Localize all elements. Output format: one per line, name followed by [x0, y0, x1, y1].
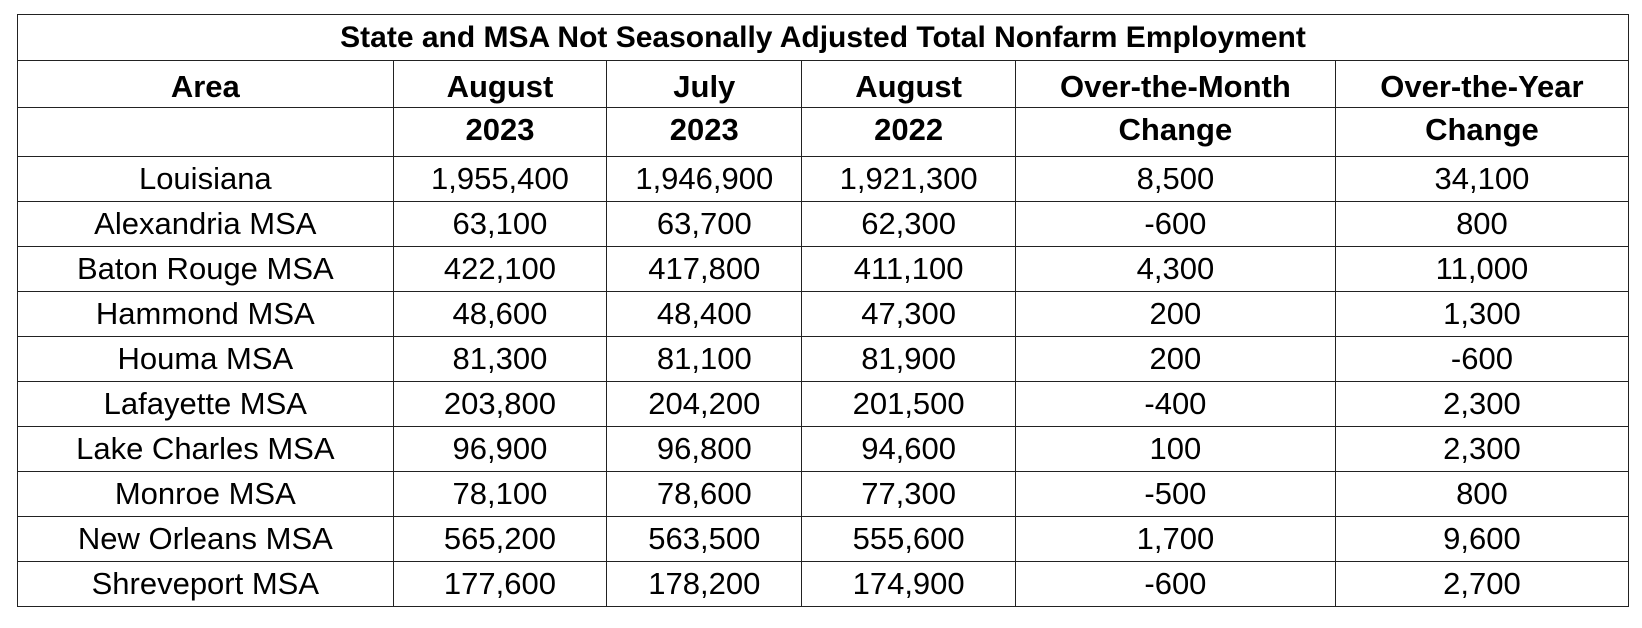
- over-the-month-cell: 4,300: [1015, 247, 1335, 292]
- table-row: [18, 427, 1629, 472]
- employment-table: [17, 14, 1629, 607]
- august-2022-cell: 555,600: [802, 517, 1016, 562]
- july-2023-cell: 48,400: [607, 292, 802, 337]
- table-row: [18, 382, 1629, 427]
- august-2022-cell: 411,100: [802, 247, 1016, 292]
- over-the-month-cell: -500: [1015, 472, 1335, 517]
- july-2023-cell: 63,700: [607, 202, 802, 247]
- header-august-2022-year: 2022: [802, 108, 1016, 157]
- header-over-the-year-change: Change: [1335, 108, 1628, 157]
- july-2023-cell: 78,600: [607, 472, 802, 517]
- over-the-year-cell: 800: [1335, 202, 1628, 247]
- area-cell: New Orleans MSA: [18, 517, 394, 562]
- over-the-year-cell: 11,000: [1335, 247, 1628, 292]
- table-row: [18, 337, 1629, 382]
- august-2023-cell: 422,100: [393, 247, 607, 292]
- table-row: [18, 247, 1629, 292]
- table-row: [18, 562, 1629, 607]
- header-over-the-year: Over-the-Year: [1335, 61, 1628, 108]
- over-the-year-cell: 1,300: [1335, 292, 1628, 337]
- over-the-year-cell: 2,300: [1335, 382, 1628, 427]
- august-2023-cell: 1,955,400: [393, 157, 607, 202]
- over-the-year-cell: 800: [1335, 472, 1628, 517]
- header-august-2022: August: [802, 61, 1016, 108]
- august-2023-cell: 203,800: [393, 382, 607, 427]
- header-row-2: [18, 108, 1629, 157]
- area-cell: Alexandria MSA: [18, 202, 394, 247]
- over-the-year-cell: 2,300: [1335, 427, 1628, 472]
- table-row: [18, 472, 1629, 517]
- over-the-month-cell: 8,500: [1015, 157, 1335, 202]
- over-the-year-cell: 9,600: [1335, 517, 1628, 562]
- over-the-month-cell: -600: [1015, 562, 1335, 607]
- august-2023-cell: 63,100: [393, 202, 607, 247]
- area-cell: Shreveport MSA: [18, 562, 394, 607]
- area-cell: Hammond MSA: [18, 292, 394, 337]
- august-2023-cell: 78,100: [393, 472, 607, 517]
- table-row: [18, 202, 1629, 247]
- over-the-month-cell: 100: [1015, 427, 1335, 472]
- header-over-the-month: Over-the-Month: [1015, 61, 1335, 108]
- over-the-month-cell: 200: [1015, 337, 1335, 382]
- over-the-year-cell: -600: [1335, 337, 1628, 382]
- august-2023-cell: 96,900: [393, 427, 607, 472]
- area-cell: Lafayette MSA: [18, 382, 394, 427]
- area-cell: Louisiana: [18, 157, 394, 202]
- over-the-month-cell: 200: [1015, 292, 1335, 337]
- area-cell: Lake Charles MSA: [18, 427, 394, 472]
- over-the-year-cell: 34,100: [1335, 157, 1628, 202]
- july-2023-cell: 204,200: [607, 382, 802, 427]
- august-2023-cell: 81,300: [393, 337, 607, 382]
- july-2023-cell: 81,100: [607, 337, 802, 382]
- header-over-the-month-change: Change: [1015, 108, 1335, 157]
- area-cell: Monroe MSA: [18, 472, 394, 517]
- august-2022-cell: 62,300: [802, 202, 1016, 247]
- area-cell: Houma MSA: [18, 337, 394, 382]
- table-title: State and MSA Not Seasonally Adjusted Total Nonfarm Employment: [18, 15, 1629, 61]
- header-row-1: [18, 61, 1629, 108]
- july-2023-cell: 417,800: [607, 247, 802, 292]
- header-area-sub: [18, 108, 394, 157]
- july-2023-cell: 563,500: [607, 517, 802, 562]
- july-2023-cell: 96,800: [607, 427, 802, 472]
- july-2023-cell: 178,200: [607, 562, 802, 607]
- august-2022-cell: 47,300: [802, 292, 1016, 337]
- table-row: [18, 292, 1629, 337]
- over-the-year-cell: 2,700: [1335, 562, 1628, 607]
- area-cell: Baton Rouge MSA: [18, 247, 394, 292]
- header-august-2023: August: [393, 61, 607, 108]
- august-2022-cell: 1,921,300: [802, 157, 1016, 202]
- header-august-2023-year: 2023: [393, 108, 607, 157]
- july-2023-cell: 1,946,900: [607, 157, 802, 202]
- table-row: [18, 517, 1629, 562]
- over-the-month-cell: -400: [1015, 382, 1335, 427]
- august-2023-cell: 48,600: [393, 292, 607, 337]
- august-2022-cell: 81,900: [802, 337, 1016, 382]
- august-2023-cell: 177,600: [393, 562, 607, 607]
- over-the-month-cell: -600: [1015, 202, 1335, 247]
- august-2023-cell: 565,200: [393, 517, 607, 562]
- august-2022-cell: 174,900: [802, 562, 1016, 607]
- header-july-2023: July: [607, 61, 802, 108]
- table-row: [18, 157, 1629, 202]
- august-2022-cell: 94,600: [802, 427, 1016, 472]
- august-2022-cell: 201,500: [802, 382, 1016, 427]
- header-area: Area: [18, 61, 394, 108]
- title-row: [18, 15, 1629, 61]
- august-2022-cell: 77,300: [802, 472, 1016, 517]
- over-the-month-cell: 1,700: [1015, 517, 1335, 562]
- header-july-2023-year: 2023: [607, 108, 802, 157]
